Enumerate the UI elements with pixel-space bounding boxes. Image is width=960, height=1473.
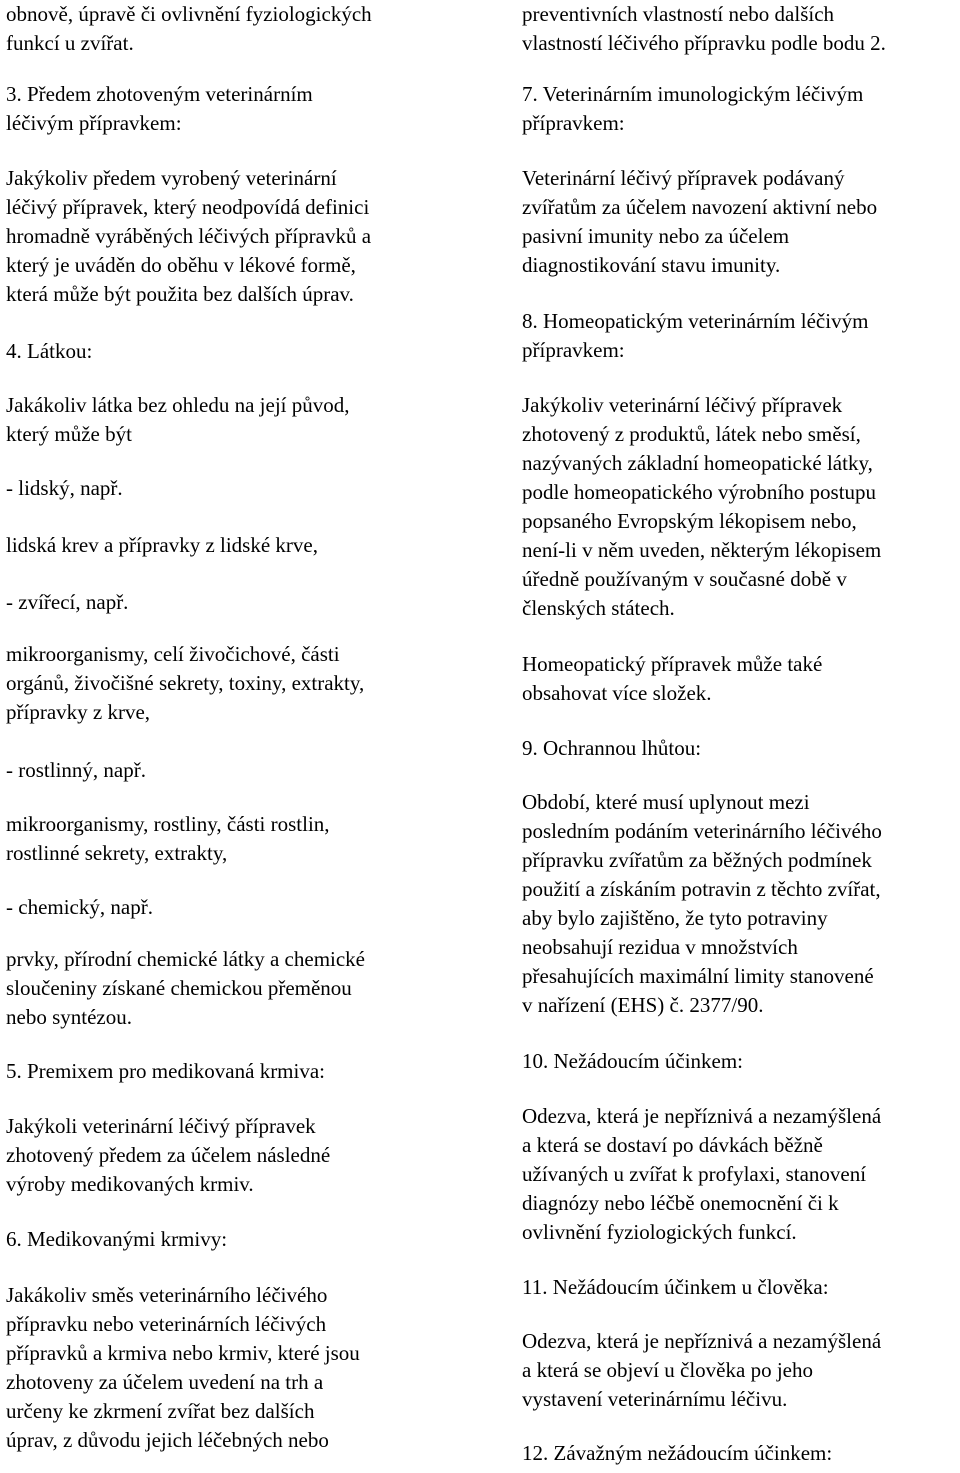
text-line: nazývaných základní homeopatické látky, (522, 451, 873, 475)
paragraph-l9 (6, 756, 146, 785)
paragraph-r12 (522, 1439, 832, 1468)
text-line: neobsahují rezidua v množstvích (522, 935, 798, 959)
text-line: Jakýkoliv předem vyrobený veterinární (6, 166, 337, 190)
text-line: 4. Látkou: (6, 339, 93, 363)
text-line: preventivních vlastností nebo dalších (522, 2, 835, 26)
text-line: 6. Medikovanými krmivy: (6, 1227, 228, 1251)
text-line: užívaných u zvířat k profylaxi, stanovení (522, 1162, 867, 1186)
paragraph-r6 (522, 734, 701, 763)
text-line: Odezva, která je nepříznivá a nezamýšlená (522, 1104, 882, 1128)
text-line: Odezva, která je nepříznivá a nezamýšlená (522, 1329, 882, 1353)
text-line: diagnostikování stavu imunity. (522, 253, 781, 277)
paragraph-r8 (522, 1047, 743, 1076)
text-line: a která se dostaví po dávkách běžně (522, 1133, 823, 1157)
paragraph-r7 (522, 788, 882, 1020)
text-line: přípravky z krve, (6, 700, 151, 724)
text-line: v nařízení (EHS) č. 2377/90. (522, 993, 764, 1017)
text-line: vlastností léčivého přípravku podle bodu 2. (522, 31, 886, 55)
text-line: prvky, přírodní chemické látky a chemické (6, 947, 365, 971)
text-line: není-li v něm uveden, některým lékopisem (522, 538, 882, 562)
text-line: Jakákoliv směs veterinárního léčivého (6, 1283, 328, 1307)
text-line: který může být (6, 422, 132, 446)
paragraph-r5 (522, 650, 822, 708)
paragraph-l8 (6, 640, 364, 727)
text-line: vystavení veterinárnímu léčivu. (522, 1387, 788, 1411)
text-line: přípravkem: (522, 338, 625, 362)
text-line: přípravků a krmiva nebo krmiv, které jsou (6, 1341, 360, 1365)
text-line: přípravku nebo veterinárních léčivých (6, 1312, 327, 1336)
text-line: 9. Ochrannou lhůtou: (522, 736, 702, 760)
text-line: výroby medikovaných krmiv. (6, 1172, 254, 1196)
text-line: přípravku zvířatům za běžných podmínek (522, 848, 872, 872)
text-line: - lidský, např. (6, 476, 123, 500)
text-line: Veterinární léčivý přípravek podávaný (522, 166, 845, 190)
text-line: - chemický, např. (6, 895, 153, 919)
text-line: sloučeniny získané chemickou přeměnou (6, 976, 352, 1000)
text-line: léčivý přípravek, který neodpovídá definici (6, 195, 370, 219)
text-line: zvířatům za účelem navození aktivní nebo (522, 195, 878, 219)
text-line: Homeopatický přípravek může také (522, 652, 823, 676)
paragraph-l15 (6, 1225, 227, 1254)
text-line: a která se objeví u člověka po jeho (522, 1358, 813, 1382)
text-line: podle homeopatického výrobního postupu (522, 480, 877, 504)
text-line: členských státech. (522, 596, 675, 620)
text-line: lidská krev a přípravky z lidské krve, (6, 533, 318, 557)
paragraph-l11 (6, 893, 153, 922)
text-line: která může být použita bez dalších úprav. (6, 282, 354, 306)
text-line: obnově, úpravě či ovlivnění fyziologických (6, 2, 372, 26)
paragraph-r3 (522, 307, 868, 365)
text-line: který je uváděn do oběhu v lékové formě, (6, 253, 356, 277)
text-line: 12. Závažným nežádoucím účinkem: (522, 1441, 833, 1465)
text-line: Období, které musí uplynout mezi (522, 790, 810, 814)
text-line: 5. Premixem pro medikovaná krmiva: (6, 1059, 326, 1083)
paragraph-r9 (522, 1102, 881, 1247)
text-line: Jakákoliv látka bez ohledu na její původ, (6, 393, 350, 417)
text-line: mikroorganismy, rostliny, části rostlin, (6, 812, 330, 836)
text-line: diagnózy nebo léčbě onemocnění či k (522, 1191, 839, 1215)
text-line: použití a získáním potravin z těchto zvířat, (522, 877, 881, 901)
text-line: - rostlinný, např. (6, 758, 146, 782)
text-line: 11. Nežádoucím účinkem u člověka: (522, 1275, 829, 1299)
text-line: hromadně vyráběných léčivých přípravků a (6, 224, 372, 248)
text-line: funkcí u zvířat. (6, 31, 134, 55)
paragraph-l7 (6, 588, 128, 617)
paragraph-l10 (6, 810, 330, 868)
paragraph-r4 (522, 391, 881, 623)
text-line: přípravkem: (522, 111, 625, 135)
text-line: 8. Homeopatickým veterinárním léčivým (522, 309, 869, 333)
text-line: posledním podáním veterinárního léčivého (522, 819, 882, 843)
text-line: - zvířecí, např. (6, 590, 129, 614)
text-line: zhotoveny za účelem uvedení na trh a (6, 1370, 324, 1394)
paragraph-r10 (522, 1273, 829, 1302)
text-line: popsaného Evropským lékopisem nebo, (522, 509, 857, 533)
text-line: nebo syntézou. (6, 1005, 132, 1029)
text-line: mikroorganismy, celí živočichové, části (6, 642, 340, 666)
paragraph-r11 (522, 1327, 881, 1414)
paragraph-r2 (522, 164, 877, 280)
paragraph-l3 (6, 337, 92, 366)
text-line: 7. Veterinárním imunologickým léčivým (522, 82, 864, 106)
text-line: ovlivnění fyziologických funkcí. (522, 1220, 797, 1244)
text-line: obsahovat více složek. (522, 681, 712, 705)
paragraph-l5 (6, 474, 123, 503)
text-line: úředně používaným v současné době v (522, 567, 847, 591)
text-line: přesahujících maximální limity stanovené (522, 964, 874, 988)
paragraph-l2 (6, 164, 371, 309)
text-line: Jakýkoli veterinární léčivý přípravek (6, 1114, 316, 1138)
text-line: úprav, z důvodu jejich léčebných nebo (6, 1428, 329, 1452)
paragraph-l1 (6, 80, 313, 138)
paragraph-l4 (6, 391, 350, 449)
text-line: určeny ke zkrmení zvířat bez dalších (6, 1399, 315, 1423)
text-line: zhotovený z produktů, látek nebo směsí, (522, 422, 861, 446)
paragraph-l0 (6, 0, 372, 58)
text-line: aby bylo zajištěno, že tyto potraviny (522, 906, 828, 930)
text-line: orgánů, živočišné sekrety, toxiny, extrakty, (6, 671, 365, 695)
paragraph-l6 (6, 531, 318, 560)
paragraph-r1 (522, 80, 863, 138)
paragraph-l12 (6, 945, 365, 1032)
text-line: rostlinné sekrety, extrakty, (6, 841, 228, 865)
paragraph-l14 (6, 1112, 330, 1199)
text-line: 3. Předem zhotoveným veterinárním (6, 82, 313, 106)
text-line: 10. Nežádoucím účinkem: (522, 1049, 744, 1073)
paragraph-r0 (522, 0, 886, 58)
text-line: Jakýkoliv veterinární léčivý přípravek (522, 393, 843, 417)
text-line: léčivým přípravkem: (6, 111, 182, 135)
text-line: zhotovený předem za účelem následné (6, 1143, 331, 1167)
paragraph-l16 (6, 1281, 360, 1455)
text-line: pasivní imunity nebo za účelem (522, 224, 790, 248)
paragraph-l13 (6, 1057, 325, 1086)
